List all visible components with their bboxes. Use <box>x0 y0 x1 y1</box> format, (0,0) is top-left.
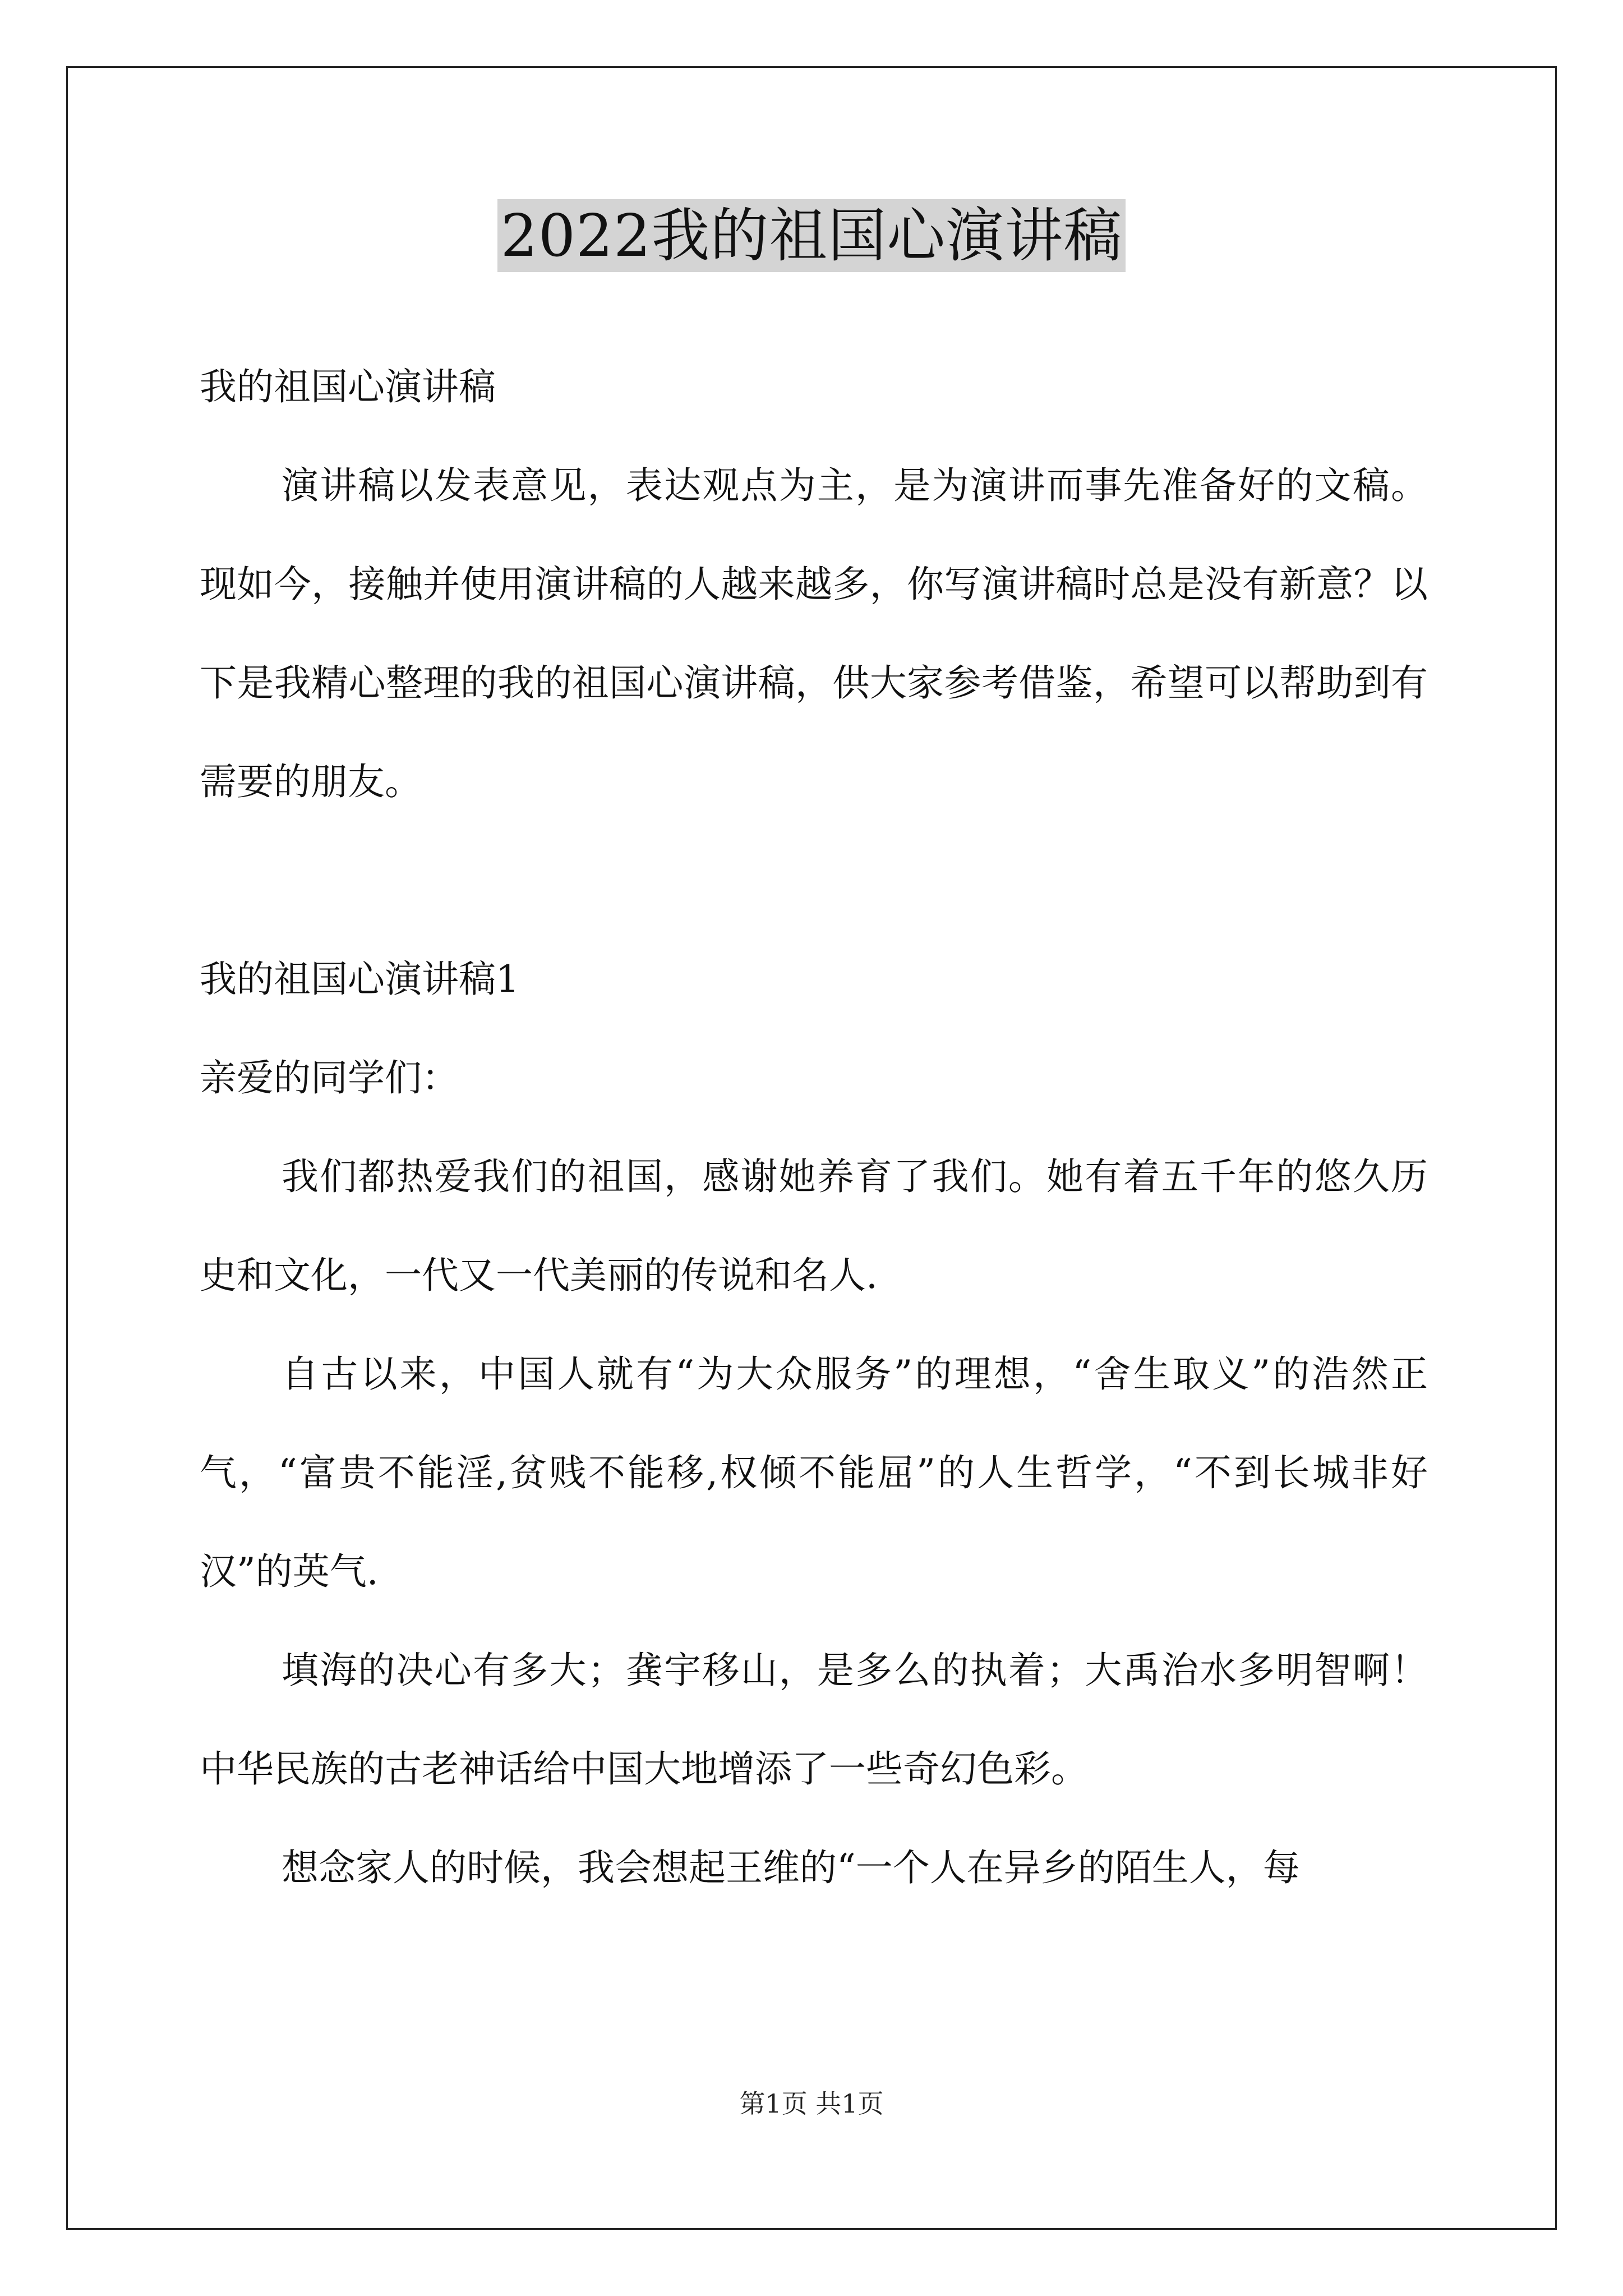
body-paragraph: 我们都热爱我们的祖国，感谢她养育了我们。她有着五千年的悠久历史和文化，一代又一代美丽的传说和名人. <box>200 1155 1428 1297</box>
subtitle-paragraph: 我的祖国心演讲稿 <box>200 365 496 408</box>
page-footer: 第1页 共1页 <box>739 2088 884 2119</box>
body-paragraph: 想念家人的时候，我会想起王维的“一个人在异乡的陌生人，每 <box>282 1846 1300 1889</box>
body-paragraph: 自古以来，中国人就有“为大众服务”的理想，“舍生取义”的浩然正气，“富贵不能淫,贫贱不能移,权倾不能屈”的人生哲学，“不到长城非好汉”的英气. <box>200 1352 1428 1593</box>
document-title: 2022我的祖国心演讲稿 <box>497 199 1126 272</box>
body-paragraph: 填海的决心有多大；龚宇移山，是多么的执着；大禹治水多明智啊！中华民族的古老神话给中国大地增添了一些奇幻色彩。 <box>200 1649 1428 1791</box>
intro-paragraph: 演讲稿以发表意见，表达观点为主，是为演讲而事先准备好的文稿。现如今，接触并使用演讲稿的人越来越多，你写演讲稿时总是没有新意？以下是我精心整理的我的祖国心演讲稿，供大家参考借鉴，希望可以帮助到有需要的朋友。 <box>200 464 1428 803</box>
document-body <box>200 338 1428 1917</box>
title-container <box>0 199 1623 272</box>
salutation-paragraph: 亲爱的同学们： <box>200 1056 459 1099</box>
section-heading: 我的祖国心演讲稿1 <box>200 958 519 1001</box>
paragraph-spacer <box>200 831 1428 930</box>
